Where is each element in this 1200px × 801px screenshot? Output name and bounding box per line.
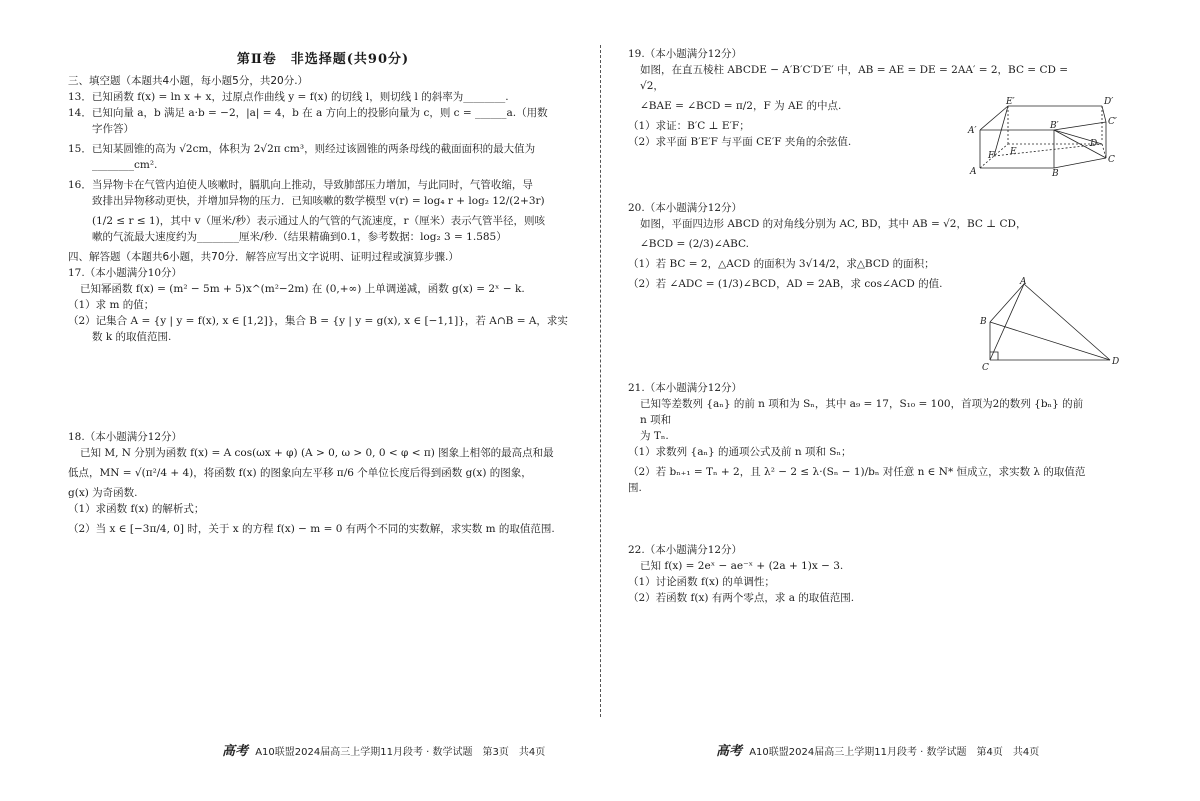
label-B: B <box>980 317 987 327</box>
question-16: 16．当异物卡在气管内迫使人咳嗽时，膈肌向上推动，导致肺部压力增加，与此同时，气管收缩，导 <box>68 179 533 191</box>
label-E: E <box>1010 147 1017 157</box>
prism-figure <box>966 96 1116 180</box>
question-18-stem: 已知 M, N 分别为函数 f(x) = A cos(ωx + φ) (A > 0, ω > 0, 0 < φ < π) 图象上相邻的最高点和最 <box>80 447 554 459</box>
footer-right-text: A10联盟2024届高三上学期11月段考 · 数学试题 第4页 共4页 <box>749 747 1040 758</box>
question-16-line4: 嗽的气流最大速度约为________厘米/秒.（结果精确到0.1，参考数据：log₂ 3 = 1.585） <box>92 231 507 243</box>
label-B1: B′ <box>1050 121 1059 131</box>
column-divider <box>600 45 601 717</box>
question-18-header: 18.（本小题满分12分） <box>68 431 183 443</box>
question-21-part2: （2）若 bₙ₊₁ = Tₙ + 2，且 λ² − 2 ≤ λ·(Sₙ − 1)/bₙ 对任意 n ∈ N* 恒成立，求实数 λ 的取值范围. <box>628 466 1086 494</box>
question-19-stem: 如图，在直五棱柱 ABCDE − A′B′C′D′E′ 中，AB = AE = DE = 2AA′ = 2，BC = CD = √2， <box>640 64 1069 92</box>
label-C1: C′ <box>1108 117 1117 127</box>
question-16-line2: 致排出异物移动更快，并增加异物的压力．已知咳嗽的数学模型 v(r) = log₄ r + log₂ 12/(2+3r) <box>92 195 545 207</box>
question-21-part1: （1）求数列 {aₙ} 的通项公式及前 n 项和 Sₙ； <box>628 446 852 458</box>
quadrilateral-figure <box>976 278 1124 372</box>
label-D: D <box>1112 357 1120 367</box>
footer-left <box>222 740 545 759</box>
question-19-header: 19.（本小题满分12分） <box>628 48 743 60</box>
question-16-line3: (1/2 ≤ r ≤ 1)，其中 v（厘米/秒）表示通过人的气管的气流速度，r（厘米）表示气管半径，则咳 <box>92 215 546 227</box>
question-14-cont: 字作答） <box>92 123 134 135</box>
question-18-part1: （1）求函数 f(x) 的解析式； <box>68 503 205 515</box>
label-A1: A′ <box>968 126 977 136</box>
question-13: 13．已知函数 f(x) = ln x + x，过原点作曲线 y = f(x) 的切线 l，则切线 l 的斜率为________. <box>68 91 509 103</box>
question-17-header: 17.（本小题满分10分） <box>68 267 183 279</box>
label-A: A <box>1020 277 1027 287</box>
label-B: B <box>1052 169 1059 179</box>
label-A: A <box>970 167 977 177</box>
part-two-heading: 第Ⅱ卷 非选择题(共90分) <box>236 52 410 67</box>
question-20-part1: （1）若 BC = 2，△ACD 的面积为 3√14/2，求△BCD 的面积； <box>628 258 935 270</box>
section-three-heading: 三、填空题（本题共4小题，每小题5分，共20分.） <box>68 75 309 87</box>
question-20-part2: （2）若 ∠ADC = (1/3)∠BCD，AD = 2AB，求 cos∠ACD 的值. <box>628 278 943 290</box>
section-four-heading: 四、解答题（本题共6小题，共70分．解答应写出文字说明、证明过程或演算步骤.） <box>68 251 459 263</box>
question-20-stem: 如图，平面四边形 ABCD 的对角线分别为 AC, BD，其中 AB = √2，BC ⊥ CD， <box>640 218 1027 230</box>
question-18-stem-line2: 低点，MN = √(π²/4 + 4)，将函数 f(x) 的图象向左平移 π/6 个单位长度后得到函数 g(x) 的图象， <box>68 467 532 479</box>
page-3-column <box>68 40 578 537</box>
brand-logo: 高考 <box>716 744 743 759</box>
question-21-stem: 已知等差数列 {aₙ} 的前 n 项和为 Sₙ，其中 a₉ = 17，S₁₀ = 100，首项为2的数列 {bₙ} 的前 n 项和 <box>640 398 1084 426</box>
question-22-header: 22.（本小题满分12分） <box>628 544 743 556</box>
question-22-stem: 已知 f(x) = 2eˣ − ae⁻ˣ + (2a + 1)x − 3. <box>640 560 844 572</box>
question-21-stem-line2: 为 Tₙ. <box>640 430 669 442</box>
question-19-part2: （2）求平面 B′E′F 与平面 CE′F 夹角的余弦值. <box>628 136 852 148</box>
question-22-part2: （2）若函数 f(x) 有两个零点，求 a 的取值范围. <box>628 592 855 604</box>
footer-right <box>716 740 1039 759</box>
footer-left-text: A10联盟2024届高三上学期11月段考 · 数学试题 第3页 共4页 <box>255 747 546 758</box>
question-20-header: 20.（本小题满分12分） <box>628 202 743 214</box>
label-E1: E′ <box>1006 97 1015 107</box>
question-18-stem-line3: g(x) 为奇函数. <box>68 487 138 499</box>
question-17-part1: （1）求 m 的值； <box>68 299 155 311</box>
label-F: F <box>988 151 995 161</box>
question-17-part2: （2）记集合 A = {y | y = f(x), x ∈ [1,2]}，集合 B = {y | y = g(x), x ∈ [−1,1]}，若 A∩B = A，求实 <box>68 315 568 327</box>
label-D1: D′ <box>1104 97 1114 107</box>
question-21-header: 21.（本小题满分12分） <box>628 382 743 394</box>
question-15-cont: ________cm². <box>92 159 158 171</box>
question-18-part2: （2）当 x ∈ [−3π/4, 0] 时，关于 x 的方程 f(x) − m = 0 有两个不同的实数解，求实数 m 的取值范围. <box>68 523 555 535</box>
label-C: C <box>1108 155 1115 165</box>
question-15: 15．已知某圆锥的高为 √2cm，体积为 2√2π cm³，则经过该圆锥的两条母线的截面面积的最大值为 <box>68 143 536 155</box>
label-C: C <box>982 363 989 373</box>
brand-logo: 高考 <box>222 744 249 759</box>
question-19-part1: （1）求证：B′C ⊥ E′F； <box>628 120 750 132</box>
question-17-stem: 已知幂函数 f(x) = (m² − 5m + 5)x^(m²−2m) 在 (0,+∞) 上单调递减，函数 g(x) = 2ˣ − k. <box>80 283 525 295</box>
question-20-stem-line2: ∠BCD = (2/3)∠ABC. <box>640 238 750 250</box>
label-D: D <box>1090 139 1098 149</box>
question-22-part1: （1）讨论函数 f(x) 的单调性； <box>628 576 775 588</box>
question-14: 14．已知向量 a，b 满足 a·b = −2，|a| = 4，b 在 a 方向上的投影向量为 c，则 c = ______a.（用数 <box>68 107 548 119</box>
question-19-stem-line2: ∠BAE = ∠BCD = π/2，F 为 AE 的中点. <box>640 100 842 112</box>
question-17-part2-cont: 数 k 的取值范围. <box>92 331 172 343</box>
